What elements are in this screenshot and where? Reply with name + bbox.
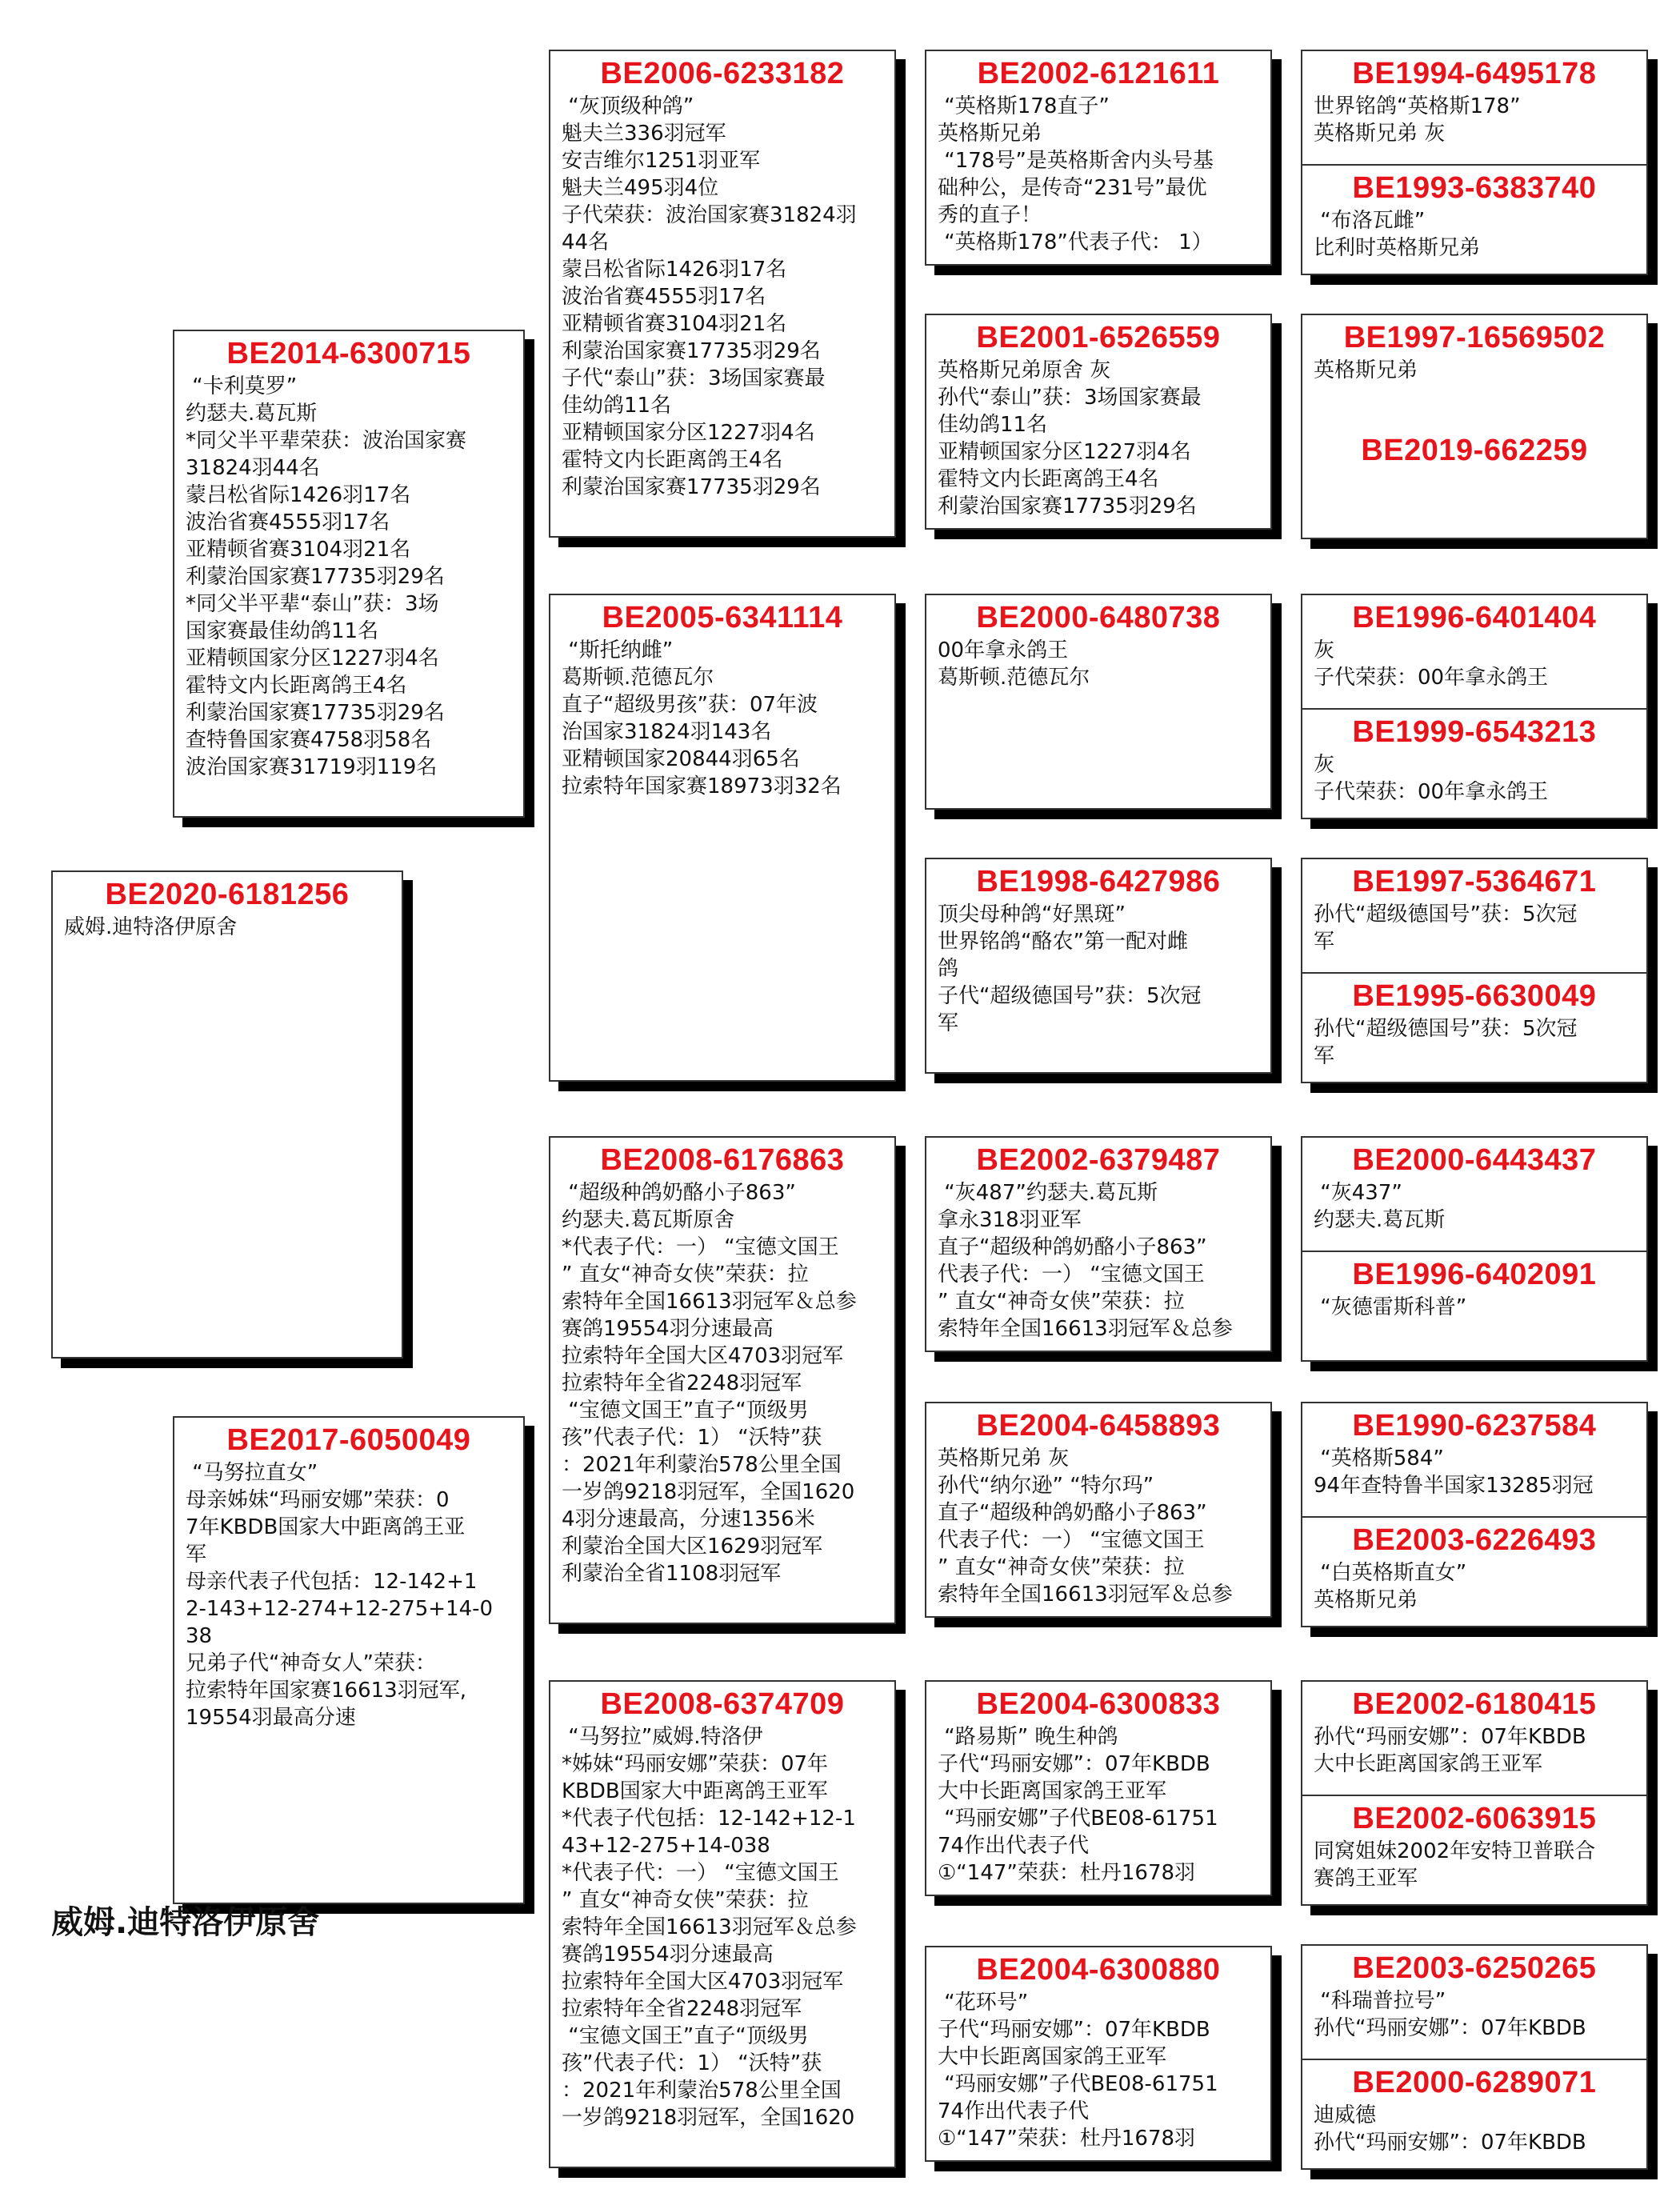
detail-line: 拉索特年全国大区4703羽冠军	[562, 1970, 844, 1994]
pigeon-details	[1302, 1987, 1646, 2042]
great-great-grandparent	[1302, 428, 1646, 539]
detail-line: “灰437”	[1314, 1181, 1402, 1205]
gggp-pair-card	[1301, 858, 1648, 1083]
detail-line: 直子“超级男孩”获：07年波	[562, 693, 818, 717]
detail-line: 魁夫兰336羽冠军	[562, 122, 726, 146]
detail-line: “超级种鸽奶酪小子863”	[562, 1181, 796, 1205]
detail-line: *代表子代包括：12-142+12-1	[562, 1807, 856, 1831]
detail-line: 拉索特年国家赛18973羽32名	[562, 774, 842, 798]
pigeon-ring-number: BE2002-6121611	[977, 57, 1220, 90]
detail-line: 母亲代表子代包括：12-142+1	[186, 1570, 478, 1594]
pigeon-details	[1302, 1294, 1646, 1321]
detail-line: “灰487”约瑟夫.葛瓦斯	[938, 1181, 1158, 1205]
pigeon-details	[1302, 901, 1646, 955]
detail-line: 代表子代：一） “宝德文国王	[938, 1263, 1205, 1287]
detail-line: 波治国家赛31719羽119名	[186, 755, 438, 779]
great-great-grandparent	[1302, 1251, 1646, 1362]
pigeon-details	[1302, 1723, 1646, 1778]
detail-line: “布洛瓦雌”	[1314, 209, 1426, 233]
great-great-grandparent	[1302, 51, 1646, 164]
detail-line: 英格斯兄弟 灰	[1314, 122, 1446, 146]
great-great-grandparent	[1302, 1138, 1646, 1251]
great-great-grandparent	[1302, 708, 1646, 819]
detail-line: 拉索特年全国大区4703羽冠军	[562, 1344, 844, 1368]
pigeon-ring-number: BE2001-6526559	[976, 321, 1221, 354]
detail-line: “卡利莫罗”	[186, 374, 298, 398]
detail-line: 英格斯兄弟 灰	[938, 1447, 1070, 1471]
detail-line: 查特鲁国家赛4758羽58名	[186, 728, 432, 752]
pigeon-details	[1302, 2102, 1646, 2156]
detail-line: “科瑞普拉号”	[1314, 1989, 1446, 2013]
detail-line: 葛斯顿.范德瓦尔	[938, 666, 1090, 690]
detail-line: 31824羽44名	[186, 456, 320, 480]
pigeon-ring-number: BE2000-6443437	[1352, 1143, 1597, 1177]
detail-line: 比利时英格斯兄弟	[1314, 236, 1481, 260]
detail-line: 世界铭鸽“酪农”第一配对雌	[938, 930, 1188, 954]
detail-line: 亚精顿国家分区1227羽4名	[938, 440, 1191, 464]
great-grandparent-card	[925, 314, 1272, 530]
detail-line: 同窝姐妹2002年安特卫普联合	[1314, 1839, 1596, 1863]
pigeon-ring-number: BE1993-6383740	[1352, 171, 1597, 205]
detail-line: 38	[186, 1624, 213, 1648]
pigeon-ring-number: BE2000-6289071	[1352, 2066, 1597, 2099]
detail-line: 蒙吕松省际1426羽17名	[186, 483, 411, 507]
detail-line: 子代“玛丽安娜”：07年KBDB	[938, 2018, 1210, 2042]
pigeon-details	[550, 1723, 894, 2131]
detail-line: 索特年全国16613羽冠军＆总参	[562, 1290, 857, 1314]
detail-line: 大中长距离国家鸽王亚军	[1314, 1752, 1543, 1776]
great-great-grandparent	[1302, 1946, 1646, 2059]
detail-line: 治国家31824羽143名	[562, 720, 772, 744]
gggp-pair-card	[1301, 50, 1648, 275]
detail-line: 约瑟夫.葛瓦斯	[186, 402, 318, 426]
pigeon-details	[926, 1989, 1270, 2152]
pigeon-ring-number: BE2004-6300880	[976, 1953, 1221, 1987]
detail-line: *代表子代：一） “宝德文国王	[562, 1235, 839, 1259]
great-grandparent-card	[925, 858, 1272, 1074]
detail-line: 威姆.迪特洛伊原舍	[64, 915, 238, 939]
sire-card	[173, 330, 525, 818]
pigeon-ring-number: BE1995-6630049	[1352, 979, 1597, 1013]
pigeon-details	[1302, 751, 1646, 806]
great-grandparent-card	[925, 594, 1272, 810]
detail-line: 英格斯兄弟	[1314, 1588, 1418, 1612]
pigeon-ring-number: BE1997-5364671	[1352, 865, 1597, 898]
detail-line: 利蒙治国家赛17735羽29名	[186, 701, 445, 725]
great-great-grandparent	[1302, 2059, 1646, 2170]
pigeon-details	[1302, 93, 1646, 147]
pigeon-details	[550, 1179, 894, 1587]
pigeon-ring-number: BE1996-6402091	[1352, 1258, 1597, 1291]
detail-line: 拉索特年国家赛16613羽冠军,	[186, 1679, 466, 1703]
pigeon-ring-number: BE1990-6237584	[1352, 1409, 1597, 1443]
pigeon-details	[926, 357, 1270, 520]
detail-line: 约瑟夫.葛瓦斯原舍	[562, 1208, 735, 1232]
pigeon-details	[926, 1723, 1270, 1887]
detail-line: 19554羽最高分速	[186, 1706, 356, 1730]
detail-line: 顶尖母种鸽“好黑斑”	[938, 902, 1126, 926]
pigeon-ring-number: BE1996-6401404	[1352, 601, 1597, 634]
detail-line: ①“147”荣获：杜丹1678羽	[938, 1861, 1196, 1885]
detail-line: 霍特文内长距离鸽王4名	[938, 467, 1159, 491]
detail-line: 索特年全国16613羽冠军＆总参	[938, 1583, 1233, 1607]
detail-line: 孙代“玛丽安娜”：07年KBDB	[1314, 2131, 1586, 2155]
detail-line: 秀的直子！	[938, 203, 1042, 227]
great-grandparent-card	[925, 1402, 1272, 1618]
detail-line: 亚精顿省赛3104羽21名	[562, 312, 787, 336]
detail-line: 亚精顿国家分区1227羽4名	[562, 421, 815, 445]
detail-line: 43+12-275+14-038	[562, 1834, 770, 1858]
detail-line: 2-143+12-274+12-275+14-0	[186, 1597, 494, 1621]
detail-line: 拿永318羽亚军	[938, 1208, 1082, 1232]
great-great-grandparent	[1302, 859, 1646, 972]
great-grandparent-card	[925, 50, 1272, 266]
detail-line: *代表子代：一） “宝德文国王	[562, 1861, 839, 1885]
detail-line: 迪威德	[1314, 2103, 1377, 2127]
loft-name-title: 威姆.迪特洛伊原舍	[51, 1904, 320, 1941]
detail-line: ：2021年利蒙治578公里全国	[562, 1453, 842, 1477]
pigeon-details	[550, 637, 894, 800]
detail-line: 亚精顿省赛3104羽21名	[186, 538, 411, 562]
great-great-grandparent	[1302, 164, 1646, 275]
detail-line: 孙代“纳尔逊” “特尔玛”	[938, 1474, 1154, 1498]
dam-card	[173, 1416, 525, 1904]
pigeon-ring-number: BE2019-662259	[1361, 434, 1588, 467]
great-grandparent-card	[925, 1680, 1272, 1896]
detail-line: 英格斯兄弟原舍 灰	[938, 358, 1111, 382]
detail-line: “宝德文国王”直子“顶级男	[562, 2024, 809, 2048]
great-great-grandparent	[1302, 1682, 1646, 1795]
detail-line: 霍特文内长距离鸽王4名	[562, 448, 783, 472]
detail-line: 世界铭鸽“英格斯178”	[1314, 94, 1521, 118]
detail-line: 孩”代表子代：1） “沃特”获	[562, 1426, 822, 1450]
pigeon-ring-number: BE2017-6050049	[226, 1423, 471, 1457]
detail-line: 赛鸽19554羽分速最高	[562, 1943, 774, 1967]
pigeon-details	[926, 1445, 1270, 1608]
pigeon-details	[1302, 1559, 1646, 1614]
detail-line: “白英格斯直女”	[1314, 1561, 1467, 1585]
great-great-grandparent	[1302, 1516, 1646, 1627]
pigeon-ring-number: BE1998-6427986	[976, 865, 1221, 898]
gggp-pair-card	[1301, 1944, 1648, 2170]
great-grandparent-card	[925, 1136, 1272, 1352]
detail-line: 子代荣获：波治国家赛31824羽	[562, 203, 857, 227]
pigeon-details	[550, 93, 894, 501]
detail-line: 利蒙治国家赛17735羽29名	[938, 494, 1197, 518]
pigeon-ring-number: BE1994-6495178	[1352, 57, 1597, 90]
pigeon-details	[1302, 1179, 1646, 1234]
detail-line: 拉索特年全省2248羽冠军	[562, 1371, 802, 1395]
pigeon-details	[1302, 357, 1646, 384]
detail-line: 大中长距离国家鸽王亚军	[938, 2045, 1167, 2069]
detail-line: 蒙吕松省际1426羽17名	[562, 258, 787, 282]
detail-line: 灰	[1314, 638, 1335, 662]
grandparent-card	[549, 594, 896, 1082]
detail-line: 母亲姊妹“玛丽安娜”荣获：0	[186, 1488, 450, 1512]
gggp-pair-card	[1301, 1402, 1648, 1627]
detail-line: 灰	[1314, 753, 1335, 777]
detail-line: 大中长距离国家鸽王亚军	[938, 1779, 1167, 1803]
detail-line: 军	[938, 1011, 959, 1035]
detail-line: 44名	[562, 230, 610, 254]
pigeon-ring-number: BE2008-6176863	[600, 1143, 845, 1177]
detail-line: 军	[186, 1543, 207, 1567]
gggp-pair-card	[1301, 1680, 1648, 1906]
detail-line: “灰顶级种鸽”	[562, 94, 694, 118]
pigeon-ring-number: BE2002-6180415	[1352, 1687, 1597, 1721]
gggp-pair-card	[1301, 594, 1648, 819]
detail-line: 7年KBDB国家大中距离鸽王亚	[186, 1515, 466, 1539]
detail-line: ” 直女“神奇女侠”荣获：拉	[562, 1263, 809, 1287]
detail-line: “路易斯” 晚生种鸽	[938, 1725, 1118, 1749]
pigeon-ring-number: BE2000-6480738	[976, 601, 1221, 634]
detail-line: “玛丽安娜”子代BE08-61751	[938, 1807, 1218, 1831]
detail-line: 子代荣获：00年拿永鸽王	[1314, 780, 1549, 804]
great-great-grandparent	[1302, 1795, 1646, 1906]
pigeon-details	[926, 93, 1270, 256]
detail-line: 孙代“超级德国号”获：5次冠	[1314, 1017, 1578, 1041]
detail-line: 一岁鸽9218羽冠军，全国1620	[562, 2106, 855, 2130]
pigeon-details	[1302, 637, 1646, 691]
detail-line: 利蒙治国家赛17735羽29名	[186, 565, 445, 589]
pigeon-details	[926, 901, 1270, 1037]
pigeon-ring-number: BE2002-6379487	[976, 1143, 1221, 1177]
pigeon-ring-number: BE2004-6458893	[976, 1409, 1221, 1443]
detail-line: 利蒙治全国大区1629羽冠军	[562, 1535, 823, 1559]
detail-line: 波治省赛4555羽17名	[562, 285, 766, 309]
detail-line: 亚精顿国家分区1227羽4名	[186, 646, 439, 670]
detail-line: ” 直女“神奇女侠”荣获：拉	[938, 1555, 1185, 1579]
pigeon-details	[1302, 207, 1646, 262]
detail-line: “花环号”	[938, 1991, 1029, 2015]
pigeon-ring-number: BE2008-6374709	[600, 1687, 845, 1721]
great-grandparent-card	[925, 1946, 1272, 2162]
detail-line: 一岁鸽9218羽冠军，全国1620	[562, 1480, 855, 1504]
detail-line: 亚精顿国家20844羽65名	[562, 747, 800, 771]
detail-line: 兄弟子代“神奇女人”荣获：	[186, 1651, 436, 1675]
detail-line: 葛斯顿.范德瓦尔	[562, 666, 714, 690]
pigeon-ring-number: BE1999-6543213	[1352, 715, 1597, 749]
detail-line: ” 直女“神奇女侠”荣获：拉	[938, 1290, 1185, 1314]
detail-line: 94年查特鲁半国家13285羽冠	[1314, 1474, 1594, 1498]
detail-line: 索特年全国16613羽冠军＆总参	[562, 1915, 857, 1939]
pigeon-ring-number: BE2002-6063915	[1352, 1802, 1597, 1835]
pigeon-ring-number: BE2003-6226493	[1352, 1523, 1597, 1557]
detail-line: 74作出代表子代	[938, 2099, 1090, 2123]
detail-line: 军	[1314, 930, 1335, 954]
detail-line: 安吉维尔1251羽亚军	[562, 149, 761, 173]
pigeon-ring-number: BE1997-16569502	[1343, 321, 1606, 354]
detail-line: 佳幼鸽11名	[562, 394, 672, 418]
pigeon-details	[1302, 1015, 1646, 1070]
detail-line: “英格斯178直子”	[938, 94, 1110, 118]
detail-line: 利蒙治全省1108羽冠军	[562, 1562, 782, 1586]
detail-line: 利蒙治国家赛17735羽29名	[562, 475, 821, 499]
detail-line: 孙代“玛丽安娜”：07年KBDB	[1314, 2016, 1586, 2040]
pigeon-ring-number: BE2003-6250265	[1352, 1951, 1597, 1985]
pigeon-ring-number: BE2020-6181256	[105, 878, 350, 911]
detail-line: “宝德文国王”直子“顶级男	[562, 1399, 809, 1423]
detail-line: 础种公，是传奇“231号”最优	[938, 176, 1207, 200]
detail-line: KBDB国家大中距离鸽王亚军	[562, 1779, 828, 1803]
detail-line: 子代“泰山”获：3场国家赛最	[562, 366, 826, 390]
detail-line: 军	[1314, 1044, 1335, 1068]
detail-line: ” 直女“神奇女侠”荣获：拉	[562, 1888, 809, 1912]
great-great-grandparent	[1302, 595, 1646, 708]
detail-line: ①“147”荣获：杜丹1678羽	[938, 2127, 1196, 2151]
detail-line: 波治省赛4555羽17名	[186, 510, 390, 534]
detail-line: 魁夫兰495羽4位	[562, 176, 719, 200]
detail-line: 直子“超级种鸽奶酪小子863”	[938, 1501, 1207, 1525]
grandparent-card	[549, 1136, 896, 1624]
detail-line: 霍特文内长距离鸽王4名	[186, 674, 407, 698]
great-great-grandparent	[1302, 1403, 1646, 1516]
detail-line: “英格斯584”	[1314, 1447, 1444, 1471]
pigeon-ring-number: BE2014-6300715	[226, 337, 471, 370]
detail-line: “英格斯178”代表子代： 1）	[938, 230, 1213, 254]
pigeon-ring-number: BE2006-6233182	[600, 57, 845, 90]
grandparent-card	[549, 1680, 896, 2168]
detail-line: “灰德雷斯科普”	[1314, 1295, 1467, 1319]
detail-line: “马努拉直女”	[186, 1461, 318, 1485]
pigeon-details	[1302, 1838, 1646, 1892]
grandparent-card	[549, 50, 896, 538]
detail-line: 鸽	[938, 957, 959, 981]
pigeon-details	[1302, 1445, 1646, 1499]
detail-line: *同父半平辈荣获：波治国家赛	[186, 429, 467, 453]
pigeon-details	[926, 1179, 1270, 1343]
detail-line: 子代“超级德国号”获：5次冠	[938, 984, 1202, 1008]
detail-line: 赛鸽王亚军	[1314, 1867, 1418, 1891]
detail-line: 索特年全国16613羽冠军＆总参	[938, 1317, 1233, 1341]
detail-line: *姊妹“玛丽安娜”荣获：07年	[562, 1752, 829, 1776]
detail-line: 佳幼鸽11名	[938, 413, 1048, 437]
detail-line: 孙代“超级德国号”获：5次冠	[1314, 902, 1578, 926]
great-great-grandparent	[1302, 315, 1646, 428]
detail-line: 74作出代表子代	[938, 1834, 1090, 1858]
detail-line: 直子“超级种鸽奶酪小子863”	[938, 1235, 1207, 1259]
pigeon-ring-number: BE2005-6341114	[602, 601, 843, 634]
pigeon-details	[53, 914, 402, 941]
detail-line: 孙代“泰山”获：3场国家赛最	[938, 386, 1202, 410]
detail-line: “玛丽安娜”子代BE08-61751	[938, 2072, 1218, 2096]
detail-line: 4羽分速最高，分速1356米	[562, 1507, 815, 1531]
detail-line: “斯托纳雌”	[562, 638, 674, 662]
detail-line: 拉索特年全省2248羽冠军	[562, 1997, 802, 2021]
pigeon-details	[926, 637, 1270, 691]
detail-line: 00年拿永鸽王	[938, 638, 1069, 662]
pigeon-details	[174, 373, 523, 781]
detail-line: 子代荣获：00年拿永鸽王	[1314, 666, 1549, 690]
detail-line: 约瑟夫.葛瓦斯	[1314, 1208, 1446, 1232]
detail-line: “178号”是英格斯舍内头号基	[938, 149, 1214, 173]
pigeon-ring-number: BE2004-6300833	[976, 1687, 1221, 1721]
detail-line: “马努拉”威姆.特洛伊	[562, 1725, 763, 1749]
detail-line: *同父半平辈“泰山”获：3场	[186, 592, 439, 616]
detail-line: 国家赛最佳幼鸽11名	[186, 619, 379, 643]
detail-line: 孙代“玛丽安娜”：07年KBDB	[1314, 1725, 1586, 1749]
pigeon-details	[174, 1459, 523, 1731]
detail-line: 孩”代表子代：1） “沃特”获	[562, 2051, 822, 2075]
detail-line: 代表子代：一） “宝德文国王	[938, 1528, 1205, 1552]
detail-line: 英格斯兄弟	[1314, 358, 1418, 382]
detail-line: 利蒙治国家赛17735羽29名	[562, 339, 821, 363]
detail-line: ：2021年利蒙治578公里全国	[562, 2079, 842, 2103]
detail-line: 英格斯兄弟	[938, 122, 1042, 146]
gggp-pair-card	[1301, 1136, 1648, 1362]
great-great-grandparent	[1302, 972, 1646, 1083]
subject-pigeon-card	[51, 870, 403, 1359]
gggp-pair-card	[1301, 314, 1648, 539]
detail-line: 子代“玛丽安娜”：07年KBDB	[938, 1752, 1210, 1776]
detail-line: 赛鸽19554羽分速最高	[562, 1317, 774, 1341]
